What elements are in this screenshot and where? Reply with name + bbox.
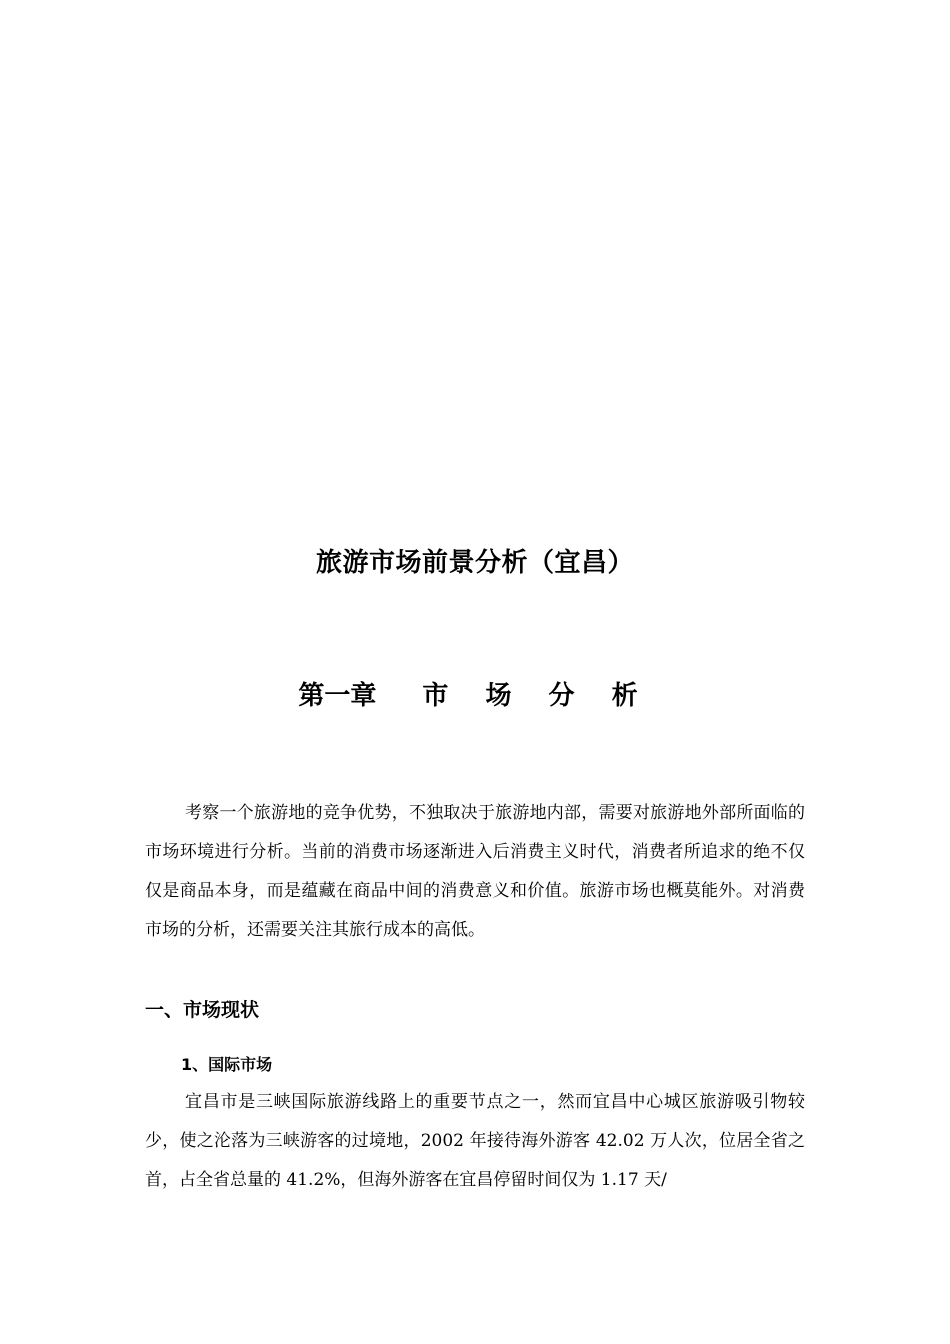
chapter-number: 第一章: [298, 681, 377, 711]
chapter-title: [0, 676, 950, 716]
intro-paragraph: 考察一个旅游地的竞争优势，不独取决于旅游地内部，需要对旅游地外部所面临的市场环境进行分析。当前的消费市场逐渐进入后消费主义时代，消费者所追求的绝不仅仅是商品本身，而是蕴藏在商品中间的消费意义和价值。旅游市场也概莫能外。对消费市场的分析，还需要关注其旅行成本的高低。: [145, 803, 805, 940]
document-title: 旅游市场前景分析（宜昌）: [315, 548, 634, 578]
subsection-heading-international-market: 1、国际市场: [181, 1055, 273, 1074]
section-heading-market-status: 一、市场现状: [145, 999, 260, 1021]
chapter-name: 市 场 分 析: [422, 681, 652, 711]
international-market-paragraph: 宜昌市是三峡国际旅游线路上的重要节点之一，然而宜昌中心城区旅游吸引物较少，使之沦落为三峡游客的过境地，2002 年接待海外游客 42.02 万人次，位居全省之首，占全省总量的 41.2%，但海外游客在宜昌停留时间仅为 1.17 天/: [145, 1092, 805, 1190]
